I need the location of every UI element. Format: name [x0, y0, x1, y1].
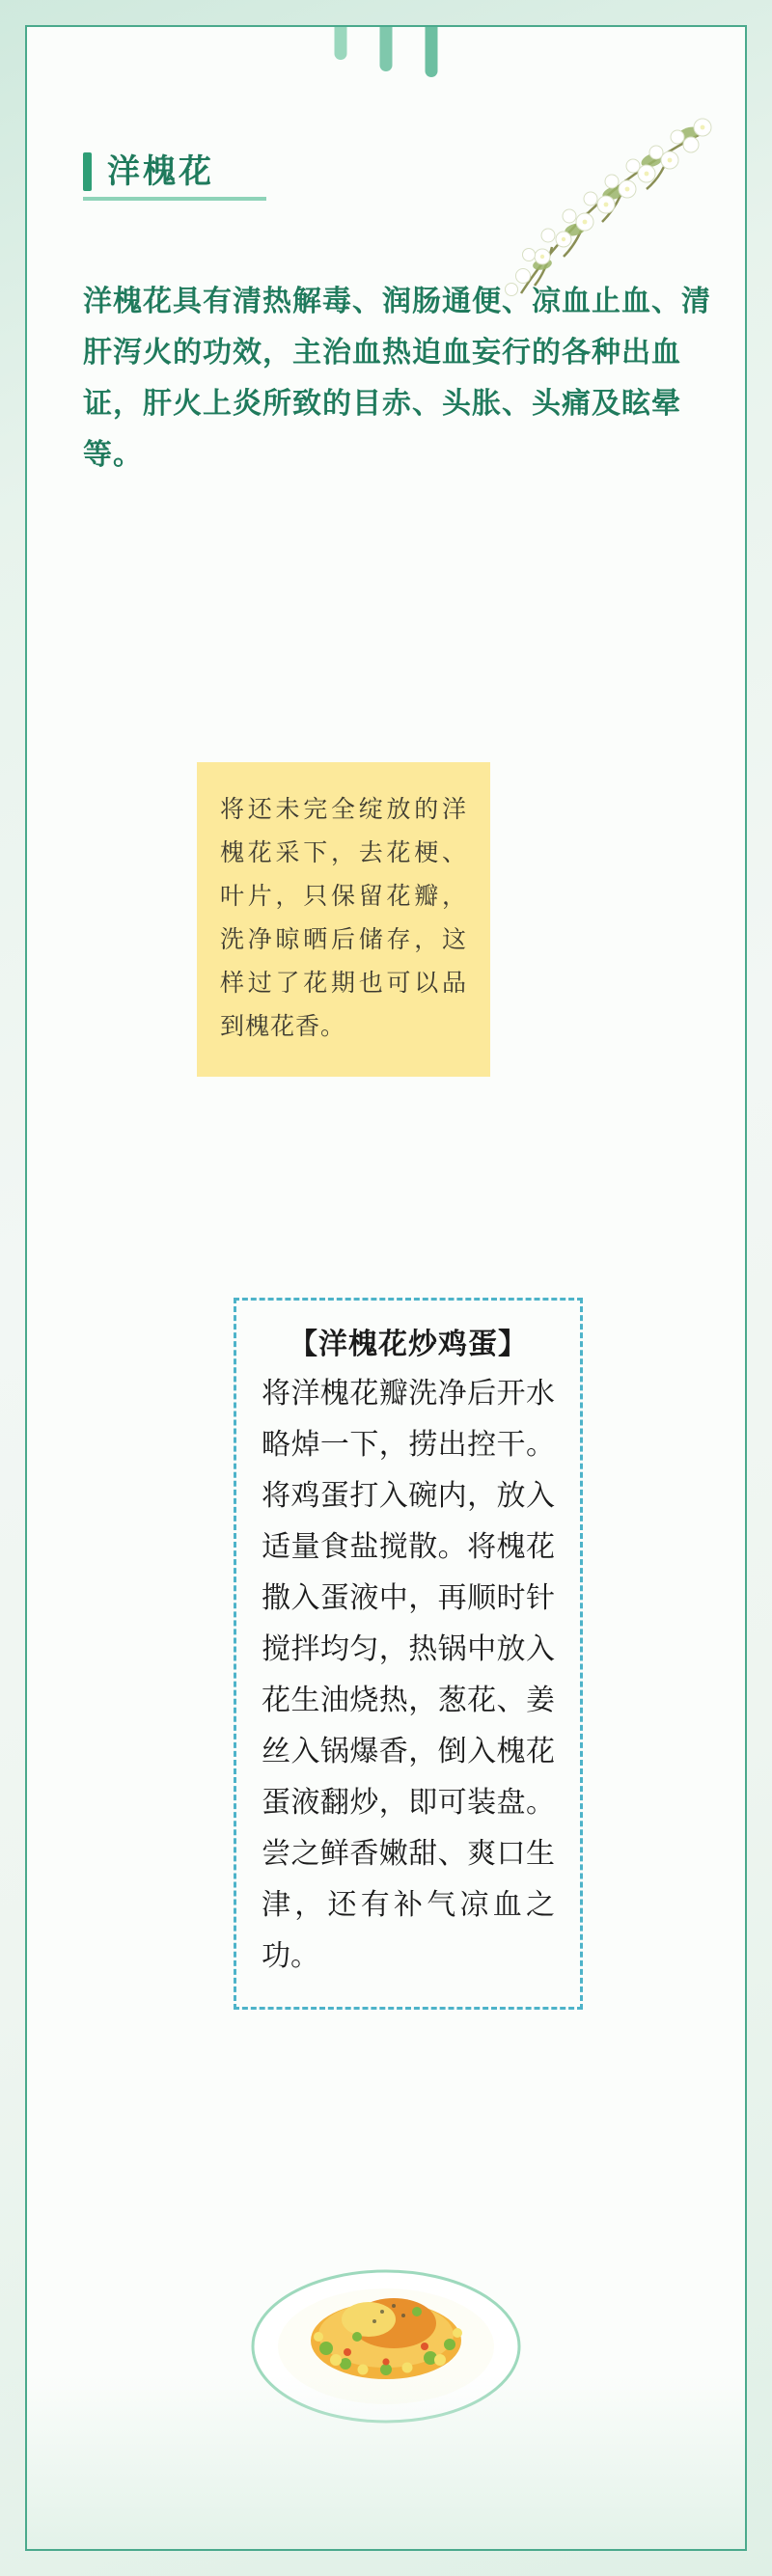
hanger-marks: [335, 27, 438, 77]
tip-text: 将还未完全绽放的洋槐花采下，去花梗、叶片，只保留花瓣，洗净晾晒后储存，这样过了花期也可以品到槐花香。: [220, 795, 467, 1040]
recipe-box: [234, 1298, 583, 2010]
hanger-mark-1: [335, 27, 347, 60]
title-accent-bar: [83, 152, 92, 191]
page-title: [83, 152, 214, 191]
plate-of-food-icon: [241, 2223, 531, 2435]
poster-frame: [25, 25, 747, 2551]
title-text: 洋槐花: [107, 153, 214, 190]
tip-box: [197, 762, 490, 1077]
recipe-title: 【洋槐花炒鸡蛋】: [289, 1329, 528, 1360]
intro-paragraph: 洋槐花具有清热解毒、润肠通便、凉血止血、清肝泻火的功效，主治血热迫血妄行的各种出血证，肝火上炎所致的目赤、头胀、头痛及眩晕等。: [83, 286, 711, 471]
hanger-mark-2: [380, 27, 393, 71]
title-underline: [83, 197, 266, 201]
recipe-body: 将洋槐花瓣洗净后开水略焯一下，捞出控干。将鸡蛋打入碗内，放入适量食盐搅散。将槐花撒入蛋液中，再顺时针搅拌均匀，热锅中放入花生油烧热，葱花、姜丝入锅爆香，倒入槐花蛋液翻炒，即可装盘。尝之鲜香嫩甜、爽口生津，还有补气凉血之功。: [262, 1378, 555, 1972]
hanger-mark-3: [426, 27, 438, 77]
